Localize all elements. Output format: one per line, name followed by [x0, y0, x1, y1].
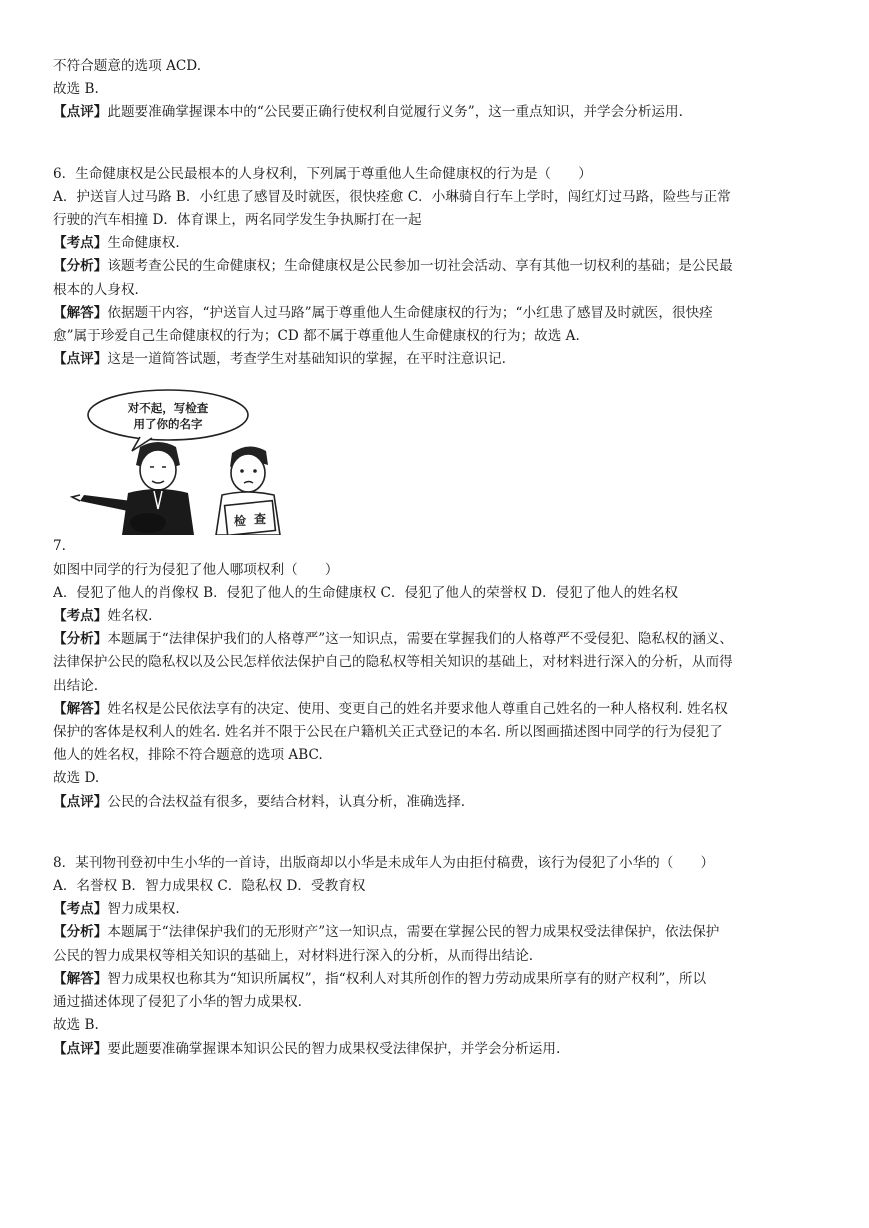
q8-options-text: A．名誉权 B．智力成果权 C．隐私权 D．受教育权: [53, 878, 366, 895]
q7-fenxi-1: [53, 628, 823, 651]
q7-answer: [53, 767, 823, 790]
q7-fenxi-text-3: 出结论.: [53, 677, 99, 694]
q7-jieda-1: [53, 698, 823, 721]
q7-fenxi-text-1: 本题属于“法律保护我们的人格尊严”这一知识点，需要在掌握我们的人格尊严不受侵犯、隐私权的涵义、: [107, 631, 733, 648]
figure-boy: [216, 447, 280, 536]
spacer: [53, 125, 823, 163]
figure-man: [72, 442, 194, 535]
q7-options-text: A．侵犯了他人的肖像权 B．侵犯了他人的生命健康权 C．侵犯了他人的荣誉权 D．侵犯了他人的姓名权: [53, 584, 679, 601]
q7-stem-text: 如图中同学的行为侵犯了他人哪项权利（ ）: [53, 561, 339, 578]
q8-dianping-text: 要此题要准确掌握课本知识公民的智力成果权受法律保护，并学会分析运用.: [107, 1040, 561, 1057]
q7-jieda-text-3: 他人的姓名权，排除不符合题意的选项 ABC.: [53, 747, 323, 764]
q8-dianping: [53, 1038, 823, 1061]
q6-dianping: [53, 348, 823, 371]
q7-fenxi-text-2: 法律保护公民的隐私权以及公民怎样依法保护自己的隐私权等相关知识的基础上，对材料进行深入的分析，从而得: [53, 654, 733, 671]
q6-kaodian-text: 生命健康权.: [107, 235, 180, 252]
q8-fenxi-2: [53, 945, 823, 968]
q8-fenxi-text-1: 本题属于“法律保护我们的无形财产”这一知识点，需要在掌握公民的智力成果权受法律保护，依法保护: [107, 924, 720, 941]
q5-tail-line: [53, 55, 823, 78]
q7-jieda-tag: 【解答】: [53, 700, 108, 717]
q8-jieda-text-1: 智力成果权也称其为“知识所属权”，指“权利人对其所创作的智力劳动成果所享有的财产权利”，所以: [107, 970, 707, 987]
q6-fenxi-1: [53, 255, 823, 278]
q7-kaodian-text: 姓名权.: [107, 608, 153, 625]
q6-options-line-2: [53, 209, 823, 232]
paper-char-2: 查: [253, 512, 267, 527]
q8-jieda-text-2: 通过描述体现了侵犯了小华的智力成果权.: [53, 994, 303, 1011]
q6-jieda-tag: 【解答】: [53, 304, 108, 321]
q8-fenxi-tag: 【分析】: [53, 924, 108, 941]
q6-fenxi-tag: 【分析】: [53, 258, 108, 275]
q8-kaodian-text: 智力成果权.: [107, 901, 180, 918]
q7-kaodian-tag: 【考点】: [53, 608, 108, 625]
q5-answer: [53, 78, 823, 101]
document-content: [53, 55, 823, 1061]
q7-number: [53, 535, 823, 558]
q7-jieda-3: [53, 744, 823, 767]
q8-stem-text: 8．某刊物刊登初中生小华的一首诗，出版商却以小华是未成年人为由拒付稿费，该行为侵犯了小华的（ ）: [53, 854, 715, 871]
q7-jieda-2: [53, 721, 823, 744]
q6-kaodian-tag: 【考点】: [53, 235, 108, 252]
speech-line-2: 用了你的名字: [133, 417, 203, 432]
q7-dianping-text: 公民的合法权益有很多，要结合材料，认真分析，准确选择.: [107, 793, 466, 810]
q8-kaodian-tag: 【考点】: [53, 901, 108, 918]
q6-fenxi-2: [53, 279, 823, 302]
q7-fenxi-2: [53, 651, 823, 674]
q5-comment: [53, 101, 823, 124]
q6-stem: [53, 163, 823, 186]
q6-fenxi-text-2: 根本的人身权.: [53, 281, 139, 298]
q6-stem-text: 6．生命健康权是公民最根本的人身权利，下列属于尊重他人生命健康权的行为是（ ）: [53, 165, 592, 182]
q6-options-line-1: [53, 186, 823, 209]
q8-fenxi-1: [53, 921, 823, 944]
q8-options: [53, 875, 823, 898]
q8-kaodian: [53, 898, 823, 921]
q5-comment-text: 此题要准确掌握课本中的“公民要正确行使权利自觉履行义务”，这一重点知识，并学会分析运用.: [107, 104, 683, 121]
q8-fenxi-text-2: 公民的智力成果权等相关知识的基础上，对材料进行深入的分析，从而得出结论.: [53, 947, 534, 964]
q6-jieda-2: [53, 325, 823, 348]
q6-jieda-text-1: 依据题干内容，“护送盲人过马路”属于尊重他人生命健康权的行为；“小红患了感冒及时就医，很快痊: [107, 304, 713, 321]
q6-options-text-2: 行驶的汽车相撞 D．体育课上，两名同学发生争执厮打在一起: [53, 212, 422, 229]
q7-cartoon-image: [70, 385, 292, 535]
q6-options-text-1: A．护送盲人过马路 B．小红患了感冒及时就医，很快痊愈 C．小琳骑自行车上学时，闯红灯过马路，险些与正常: [53, 188, 731, 205]
q8-jieda-tag: 【解答】: [53, 970, 108, 987]
q8-answer: [53, 1014, 823, 1037]
q8-dianping-tag: 【点评】: [53, 1040, 108, 1057]
q7-stem: [53, 559, 823, 582]
q5-answer-text: 故选 B.: [53, 81, 99, 98]
q6-dianping-text: 这是一道简答试题，考查学生对基础知识的掌握，在平时注意识记.: [107, 351, 506, 368]
q6-jieda-1: [53, 302, 823, 325]
q6-dianping-tag: 【点评】: [53, 351, 108, 368]
q6-jieda-text-2: 愈”属于珍爱自己生命健康权的行为；CD 都不属于尊重他人生命健康权的行为；故选 A.: [53, 328, 580, 345]
q6-fenxi-text-1: 该题考查公民的生命健康权；生命健康权是公民参加一切社会活动、享有其他一切权利的基础；是公民最: [107, 258, 733, 275]
q5-comment-tag: 【点评】: [53, 104, 108, 121]
q8-jieda-2: [53, 991, 823, 1014]
q7-fenxi-tag: 【分析】: [53, 631, 108, 648]
paper-sheet: [225, 501, 276, 535]
q7-options: [53, 582, 823, 605]
q6-kaodian: [53, 232, 823, 255]
spacer: [53, 814, 823, 852]
q7-kaodian: [53, 605, 823, 628]
q7-fenxi-3: [53, 675, 823, 698]
q5-tail-text: 不符合题意的选项 ACD.: [53, 58, 202, 74]
q7-dianping: [53, 791, 823, 814]
q7-jieda-text-1: 姓名权是公民依法享有的决定、使用、变更自己的姓名并要求他人尊重自己姓名的一种人格权利. 姓名权: [107, 700, 728, 717]
q8-jieda-1: [53, 968, 823, 991]
q7-number-text: 7.: [53, 538, 66, 555]
speech-line-1: 对不起，写检查: [127, 401, 209, 416]
paper-char-1: 检: [233, 514, 247, 529]
speech-bubble: [88, 390, 248, 440]
q8-stem: [53, 852, 823, 875]
q8-answer-text: 故选 B.: [53, 1017, 99, 1034]
q7-jieda-text-2: 保护的客体是权利人的姓名. 姓名并不限于公民在户籍机关正式登记的本名. 所以图画描述图中同学的行为侵犯了: [53, 724, 723, 741]
q7-answer-text: 故选 D.: [53, 770, 100, 787]
q7-dianping-tag: 【点评】: [53, 793, 108, 810]
